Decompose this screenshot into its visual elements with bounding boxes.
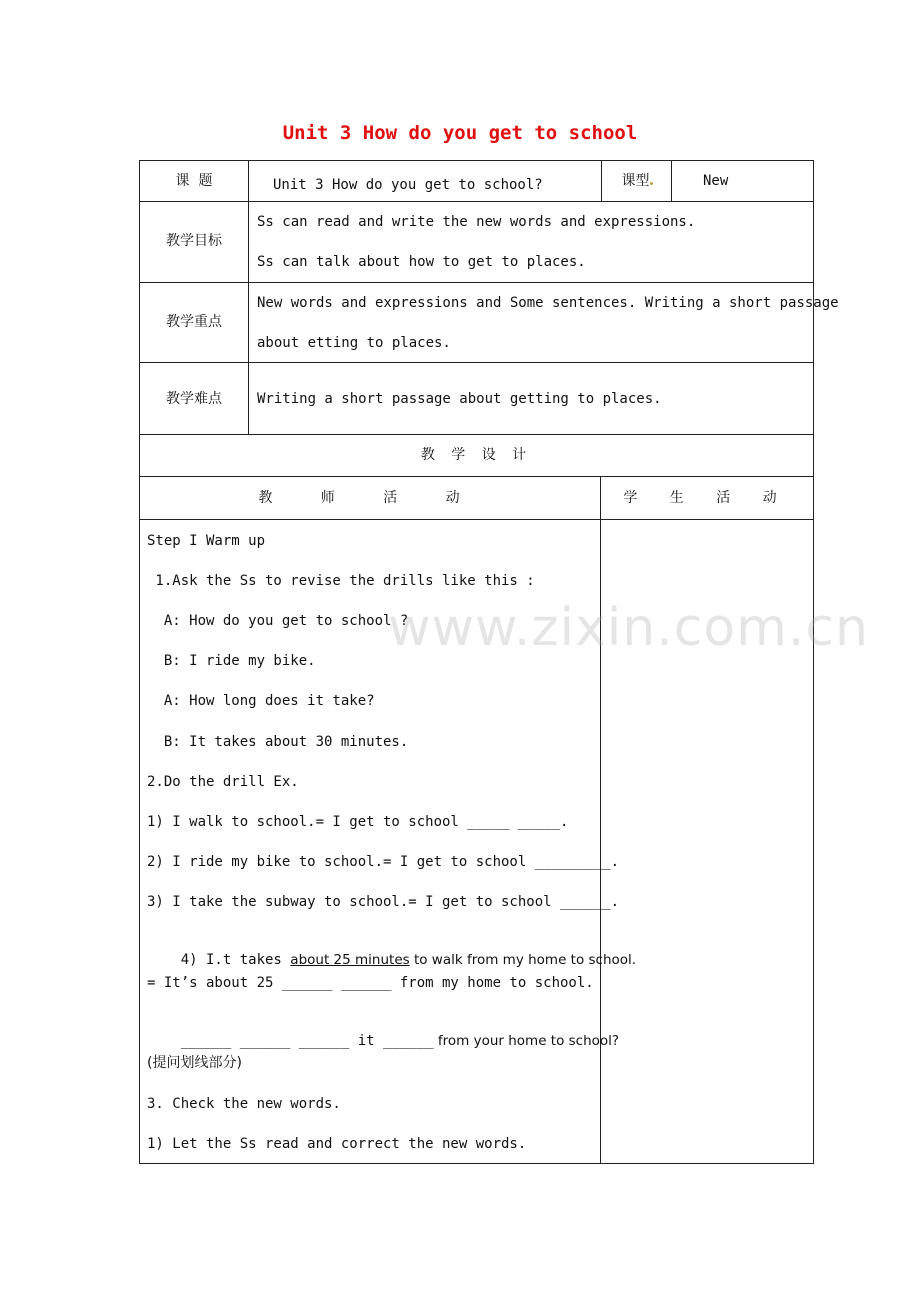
- difficulties-text: Writing a short passage about getting to places.: [257, 391, 662, 407]
- step-line: 1.Ask the Ss to revise the drills like this :: [147, 573, 535, 589]
- type-value: New: [703, 173, 729, 189]
- key-point-line-1: New words and expressions and Some sentences. Writing a short passage: [257, 295, 839, 311]
- step-line: Step I Warm up: [147, 533, 266, 549]
- teacher-activity-header: 教 师 活 动: [258, 490, 482, 506]
- objective-line-2: Ss can talk about how to get to places.: [257, 254, 586, 270]
- type-label: 课型: [602, 172, 672, 190]
- student-activity-body: [601, 520, 813, 1163]
- step-line: 3) I take the subway to school.= I get to school ______.: [147, 894, 620, 910]
- step-line: A: How do you get to school ?: [147, 613, 409, 629]
- student-activity-header: 学 生 活 动: [623, 490, 791, 506]
- objective-line-1: Ss can read and write the new words and expressions.: [257, 214, 696, 230]
- step-line: ______ ______ ______ it ______ from your home to school?: [180, 1033, 620, 1049]
- design-header: 教 学 设 计: [420, 447, 533, 463]
- underlined-phrase: about 25 minutes: [290, 952, 410, 968]
- watermark: www.zixin.com.cn: [388, 598, 869, 658]
- key-point-line-2: about etting to places.: [257, 335, 451, 351]
- page-title: Unit 3 How do you get to school: [282, 122, 638, 144]
- step-line: B: It takes about 30 minutes.: [147, 734, 409, 750]
- key-points-label: 教学重点: [166, 314, 222, 330]
- step-line: 2) I ride my bike to school.= I get to school _________.: [147, 854, 620, 870]
- topic-value: Unit 3 How do you get to school?: [273, 177, 543, 193]
- topic-label: 课 题: [175, 173, 213, 189]
- step-line: 4) I.t takes about 25 minutes to walk from my home to school.: [180, 952, 637, 968]
- step-line: A: How long does it take?: [147, 693, 375, 709]
- step-line: = It’s about 25 ______ ______ from my home to school.: [147, 975, 594, 991]
- step-line: B: I ride my bike.: [147, 653, 316, 669]
- step-line: 2.Do the drill Ex.: [147, 774, 299, 790]
- objectives-label: 教学目标: [166, 233, 222, 249]
- step-line: 1) I walk to school.= I get to school _____ _____.: [147, 814, 569, 830]
- step-line: (提问划线部分): [147, 1055, 242, 1071]
- step-line: 3. Check the new words.: [147, 1096, 341, 1112]
- step-line: 1) Let the Ss read and correct the new words.: [147, 1136, 527, 1152]
- difficulties-label: 教学难点: [166, 391, 222, 407]
